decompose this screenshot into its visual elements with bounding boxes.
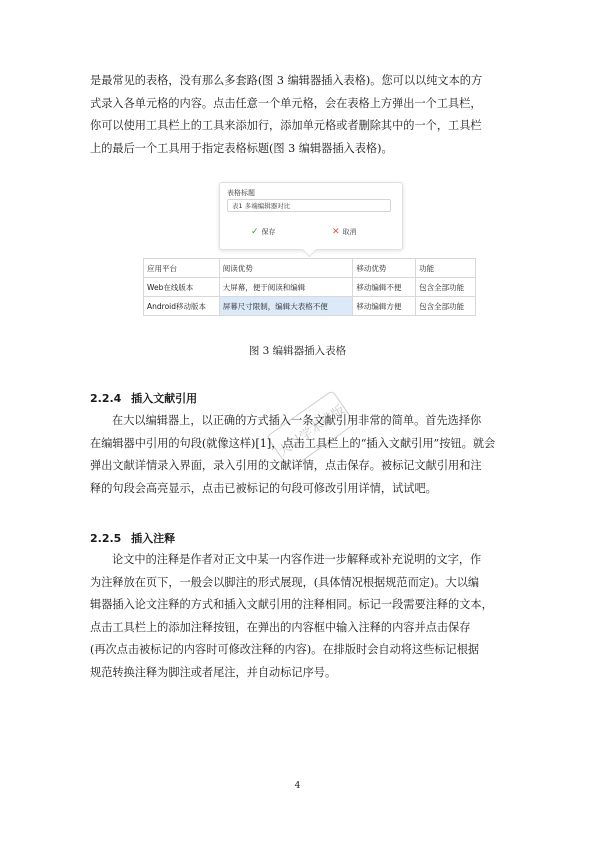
watermark-text: 大以学术排版 [275,402,349,460]
text-line: 在大以编辑器上，以正确的方式插入一条文献引用非常的简单。首先选择你 [112,414,482,427]
figure-caption: 图 3 编辑器插入表格 [248,345,347,357]
section-title: 插入注释 [131,532,176,545]
table-cell[interactable]: 功能 [416,259,476,278]
section-number: 2.2.4 [90,392,122,405]
table-row [144,259,476,278]
text-line: 你可以使用工具栏上的工具来添加行，添加单元格或者删除其中的一个，工具栏 [90,119,482,133]
popup-label: 表格标题 [227,189,255,197]
cancel-label: 取消 [342,228,357,236]
paragraph-intro [90,70,506,160]
page-number: 4 [294,781,301,791]
text-line: 释的句段会高亮显示，点击已被标记的句段可修改引用详情，试试吧。 [90,481,437,495]
section-number: 2.2.5 [90,532,122,545]
text-line: (再次点击被标记的内容时可修改注释的内容)。在排版时会自动将这些标记根据 [90,643,480,657]
table-cell[interactable]: 移动编辑方便 [353,297,416,316]
section-heading [90,530,175,546]
table-cell[interactable]: 应用平台 [144,259,220,278]
table-cell[interactable]: 移动编辑不便 [353,278,416,297]
text-line: 上的最后一个工具用于指定表格标题(图 3 编辑器插入表格)。 [90,141,393,155]
save-button[interactable] [251,227,276,237]
figure-editor-table [143,182,476,317]
paragraph-citation [90,410,506,500]
text-line: 规范转换注释为脚注或者尾注，并自动标记序号。 [90,665,337,679]
section-heading [90,390,197,406]
text-line: 在编辑器中引用的句段(就像这样)[1]，点击工具栏上的“插入文献引用”按钮。就会 [90,436,496,450]
text-line: 是最常见的表格，没有那么多套路(图 3 编辑器插入表格)。您可以以纯文本的方 [90,74,483,87]
check-icon: ✓ [251,227,259,237]
table-cell[interactable]: 阅读优势 [219,259,353,278]
cancel-button[interactable] [332,227,357,237]
text-line: 弹出文献详情录入界面，录入引用的文献详情，点击保存。被标记文献引用和注 [90,459,482,473]
save-label: 保存 [261,228,276,236]
text-line: 论文中的注释是作者对正文中某一内容作进一步解释或补充说明的文字，作 [112,553,482,566]
text-line: 式录入各单元格的内容。点击任意一个单元格，会在表格上方弹出一个工具栏， [90,96,482,110]
section-title: 插入文献引用 [131,392,198,405]
text-line: 点击工具栏上的添加注释按钮，在弹出的内容框中输入注释的内容并点击保存 [90,620,471,634]
paragraph-footnote [90,549,506,685]
table-cell[interactable]: 移动优势 [353,259,416,278]
table-row [144,297,476,316]
table-cell[interactable]: 包含全部功能 [416,278,476,297]
table-cell[interactable]: Web在线版本 [144,278,220,297]
table-caption-popup [219,182,403,250]
close-icon: ✕ [332,227,340,237]
table-row [144,278,476,297]
table-cell[interactable]: Android移动版本 [144,297,220,316]
caption-input[interactable]: 表1 多端编辑器对比 [227,199,391,212]
comparison-table [143,258,476,316]
text-line: 辑器插入论文注释的方式和插入文献引用的注释相同。标记一段需要注释的文本， [90,598,493,612]
table-cell-selected[interactable]: 屏幕尺寸限制，编辑大表格不便 [219,297,353,316]
table-cell[interactable]: 包含全部功能 [416,297,476,316]
table-cell[interactable]: 大屏幕，便于阅读和编辑 [219,278,353,297]
text-line: 为注释放在页下，一般会以脚注的形式展现，(具体情况根据规范而定)。大以编 [90,575,480,589]
